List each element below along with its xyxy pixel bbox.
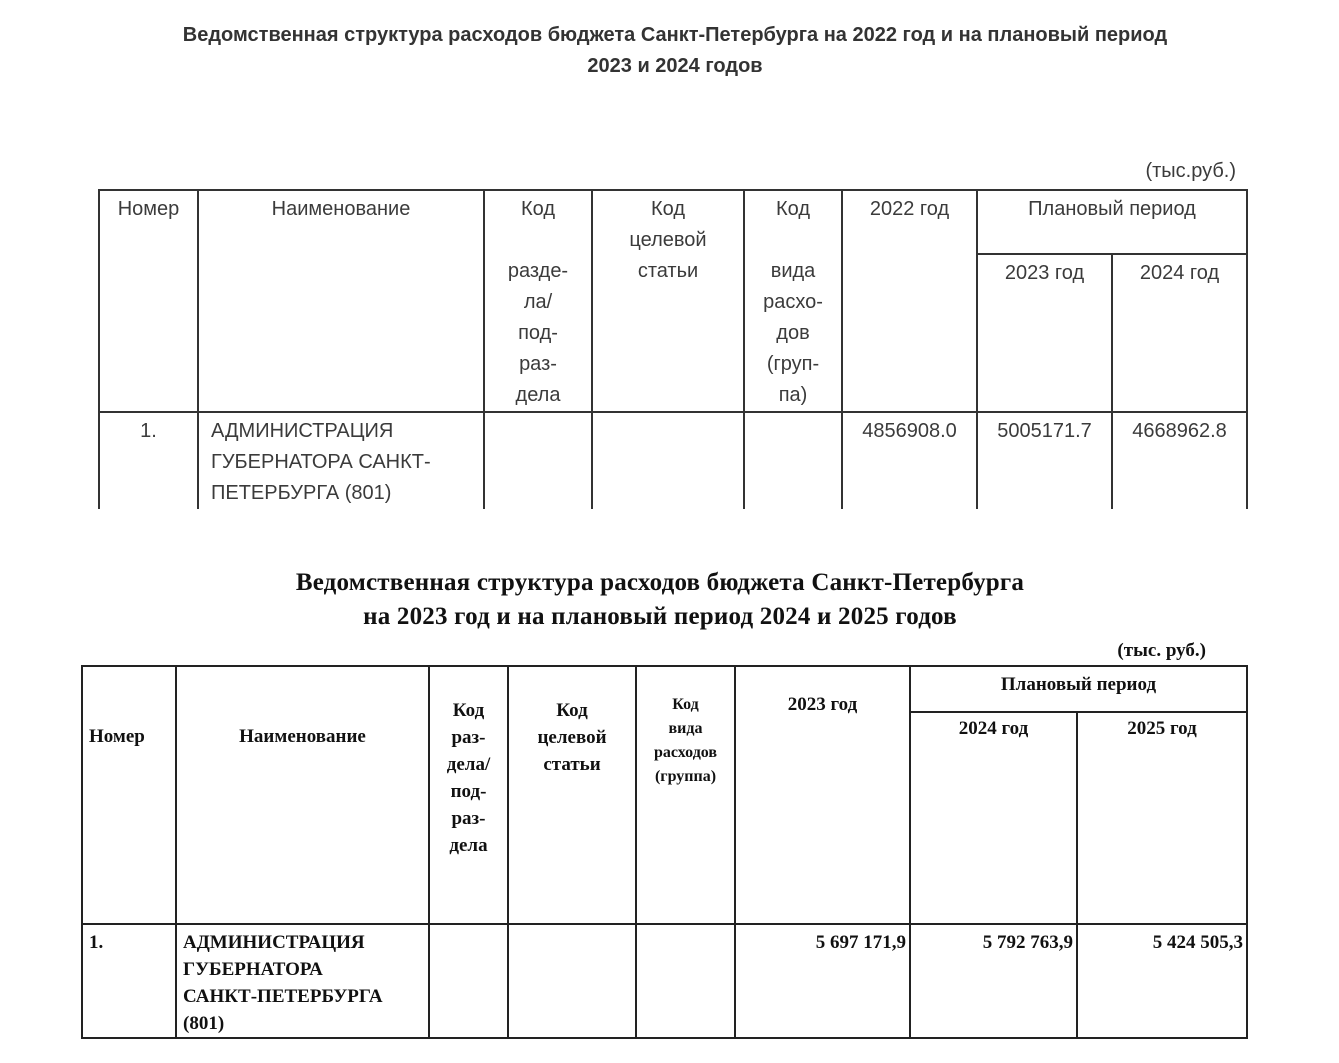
doc1-title — [60, 20, 1290, 82]
doc2-row-y1: 5 697 171,9 — [735, 924, 910, 1038]
doc2-row-y3: 5 424 505,3 — [1077, 924, 1247, 1038]
doc1-crop-edge — [0, 509, 1339, 529]
doc2-header-row — [82, 666, 1247, 712]
doc2-section-code-line: дела/ — [446, 754, 491, 775]
doc2-header-number: Номер — [82, 666, 176, 924]
doc1-expense-code-line: Код — [775, 198, 810, 220]
doc1-row-number: 1. — [99, 412, 198, 509]
table-row — [99, 412, 1247, 509]
doc2-row-target-code — [508, 924, 636, 1038]
doc1-header-year-3: 2024 год — [1112, 254, 1247, 412]
doc1-header-spacer — [749, 225, 837, 256]
doc1-title-line2: 2023 и 2024 годов — [587, 55, 763, 77]
doc1-header-year: 2022 год — [842, 190, 977, 412]
doc2-title-line1: Ведомственная структура расходов бюджета Санкт-Петербурга — [295, 569, 1025, 596]
doc1-budget-table — [98, 189, 1248, 509]
doc2-header-planned-period: Плановый период — [910, 666, 1247, 712]
doc1-row-y1: 4856908.0 — [842, 412, 977, 509]
doc2-title-line2: на 2023 год и на плановый период 2024 и 2025 годов — [363, 603, 957, 630]
doc1-section-code-line: дела — [515, 384, 561, 406]
doc1-units-label: (тыс.руб.) — [1145, 160, 1236, 182]
doc2-expense-code-line: (группа) — [654, 768, 717, 785]
doc2-target-code-line: Код — [556, 700, 588, 721]
doc2-title — [160, 566, 1160, 634]
doc2-expense-code-line: вида — [668, 720, 703, 737]
doc1-target-code-line: Код — [650, 198, 685, 220]
doc2-row-number: 1. — [82, 924, 176, 1038]
doc1-target-code-line: статьи — [637, 260, 699, 282]
doc1-row-section-code — [484, 412, 592, 509]
doc2-target-code-line: статьи — [543, 754, 601, 775]
doc1-section-code-line: под- — [518, 322, 558, 344]
doc2-section-code-line: раз- — [451, 727, 486, 748]
doc2-row-name-line: (801) — [183, 1013, 225, 1034]
doc1-table-wrapper — [98, 189, 1248, 509]
doc2-section-code-line: Код — [452, 700, 485, 721]
doc1-row-expense-code — [744, 412, 842, 509]
doc2-row-section-code — [429, 924, 508, 1038]
doc2-header-expense-code — [636, 666, 735, 924]
doc1-expense-code-line: па) — [778, 384, 808, 406]
doc2-row-name-line: ГУБЕРНАТОРА — [183, 959, 323, 980]
doc2-expense-code-line: Код — [672, 696, 699, 713]
doc1-expense-code-line: (груп- — [766, 353, 820, 375]
doc1-row-y3: 4668962.8 — [1112, 412, 1247, 509]
doc1-row-name — [198, 412, 484, 509]
doc1-expense-code-line: дов — [776, 322, 810, 344]
doc2-header-year: 2023 год — [735, 666, 910, 924]
doc2-row-name-line: АДМИНИСТРАЦИЯ — [183, 932, 365, 953]
doc1-target-code-line: целевой — [629, 229, 707, 251]
doc1-title-line1: Ведомственная структура расходов бюджета Санкт-Петербурга на 2022 год и на плановый период — [182, 24, 1168, 46]
doc1-header-planned-period: Плановый период — [977, 190, 1247, 254]
doc2-row-y2: 5 792 763,9 — [910, 924, 1077, 1038]
doc1-row-name-line: ГУБЕРНАТОРА САНКТ- — [211, 451, 431, 473]
doc2-header-target-code — [508, 666, 636, 924]
doc1-header-number: Номер — [99, 190, 198, 412]
doc1-expense-code-line: расхо- — [763, 291, 823, 313]
doc1-section-code-line: раз- — [519, 353, 557, 375]
doc2-header-year-3: 2025 год — [1077, 712, 1247, 924]
doc1-section-code-line: ла/ — [523, 291, 553, 313]
doc1-section-code-line: разде- — [507, 260, 569, 282]
doc1-expense-code-line: вида — [770, 260, 816, 282]
doc1-header-year-2: 2023 год — [977, 254, 1112, 412]
doc1-header-name: Наименование — [198, 190, 484, 412]
doc2-expense-code-line: расходов — [653, 744, 718, 761]
doc1-header-target-code — [592, 190, 744, 412]
doc2-section-code-line: под- — [450, 781, 487, 802]
doc1-header-row — [99, 190, 1247, 254]
doc2-section-code-line: раз- — [451, 808, 486, 829]
doc1-row-name-line: АДМИНИСТРАЦИЯ — [211, 420, 394, 442]
doc1-row-y2: 5005171.7 — [977, 412, 1112, 509]
doc2-row-expense-code — [636, 924, 735, 1038]
doc1-header-spacer — [489, 225, 587, 256]
doc1-row-name-line: ПЕТЕРБУРГА (801) — [211, 482, 392, 504]
doc2-section-code-line: дела — [449, 835, 488, 856]
doc2-header-section-code — [429, 666, 508, 924]
doc2-target-code-line: целевой — [537, 727, 607, 748]
doc2-header-name: Наименование — [176, 666, 429, 924]
doc2-header-year-2: 2024 год — [910, 712, 1077, 924]
doc1-header-expense-code — [744, 190, 842, 412]
doc1-header-section-code — [484, 190, 592, 412]
doc1-section-code-line: Код — [520, 198, 555, 220]
doc2-budget-table — [81, 665, 1248, 1039]
doc2-row-name — [176, 924, 429, 1038]
doc2-row-name-line: САНКТ-ПЕТЕРБУРГА — [183, 986, 383, 1007]
table-row — [82, 924, 1247, 1038]
doc1-row-target-code — [592, 412, 744, 509]
doc2-units-label: (тыс. руб.) — [1117, 640, 1206, 661]
